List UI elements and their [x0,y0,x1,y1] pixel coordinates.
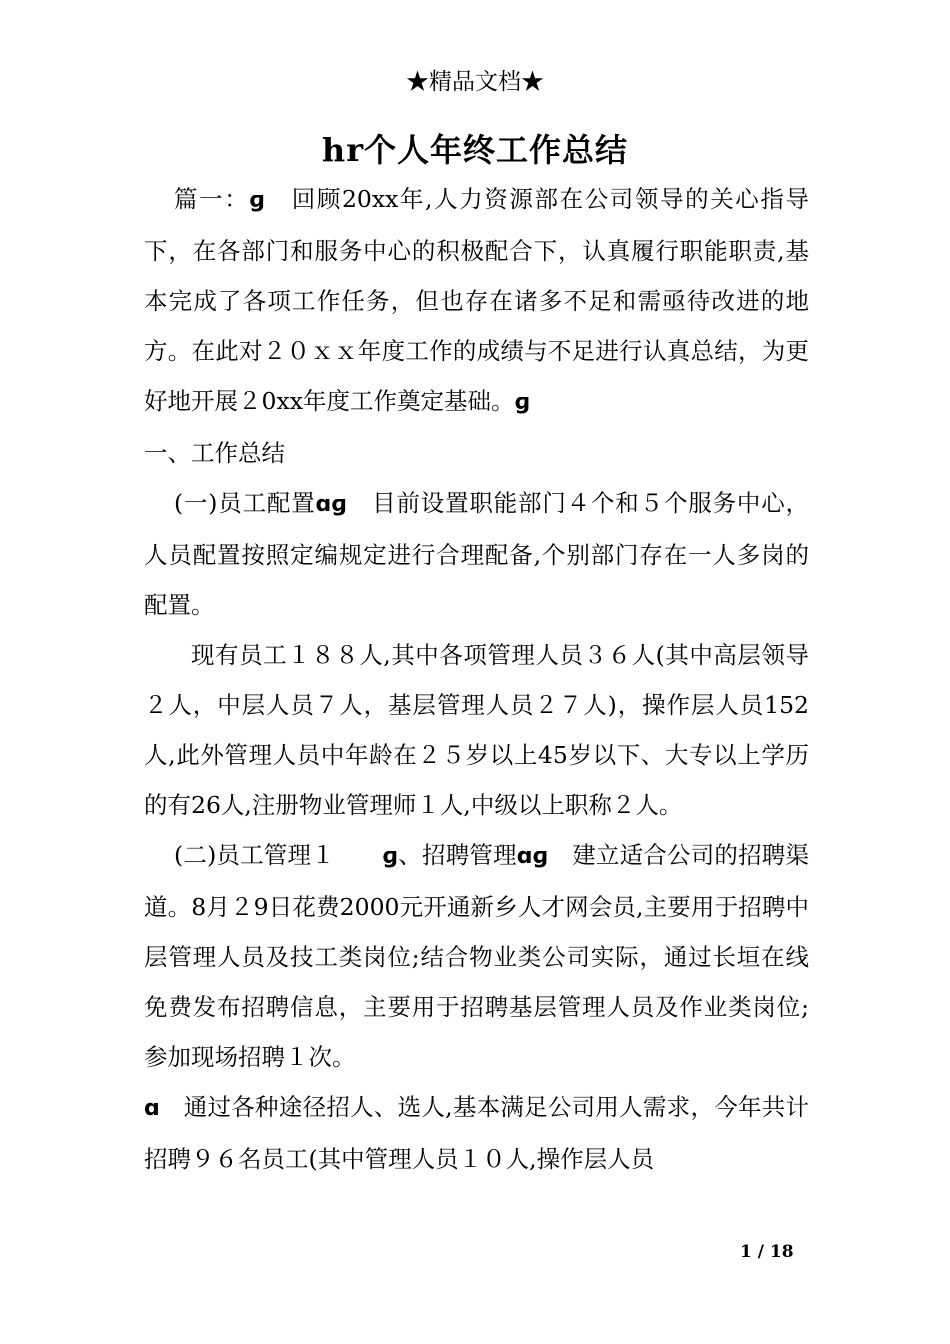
paragraph-3 [144,478,809,630]
document-title: hr个人年终工作总结 [321,131,629,169]
document-body [144,174,809,1184]
paragraph-mark-glyph-2: ɑɡ [516,844,549,869]
paragraph-5-mid: 、招聘管理 [398,841,517,869]
paragraph-4: 现有员工１８８人,其中各项管理人员３６人(其中高层领导２人，中层人员７人，基层管理人员２７人)，操作层人员152人,此外管理人员中年龄在２５岁以上45岁以下、大专以上学历的有26人,注册物业管理师１人,中级以上职称２人。 [144,641,809,819]
paragraph-3-lead: (一)员工配置 [174,489,316,517]
paragraph-mark-glyph: ɑ [144,1096,160,1121]
paragraph-6 [144,1082,809,1184]
paragraph-mark-glyph-end: ɡ [514,390,531,415]
paragraph-mark-glyph: ɡ [382,844,399,869]
paragraph-1-text: 回顾20xx年,人力资源部在公司领导的关心指导下，在各部门和服务中心的积极配合下，认真履行职能职责,基本完成了各项工作任务，但也存在诸多不足和需亟待改进的地方。在此对２０ｘｘ年度工作的成绩与不足进行认真总结，为更好地开展２0xx年度工作奠定基础。 [144,185,809,415]
page-number: 1 / 18 [740,1242,794,1262]
paragraph-mark-glyph: ɑɡ [315,492,348,517]
paragraph-1 [144,174,809,428]
page-header: ★精品文档★ [406,69,544,95]
paragraph-5-text: 建立适合公司的招聘渠道。8月２9日花费2000元开通新乡人才网会员,主要用于招聘中层管理人员及技工类岗位;结合物业类公司实际，通过长垣在线免费发布招聘信息，主要用于招聘基层管理人员及作业类岗位;参加现场招聘１次。 [144,841,809,1071]
paragraph-mark-glyph: ɡ [249,188,266,213]
paragraph-1-lead: 篇一： [174,185,250,213]
section-heading-work-summary: 一、工作总结 [144,439,285,467]
paragraph-5 [144,830,809,1082]
paragraph-6-text: 通过各种途径招人、选人,基本满足公司用人需求，今年共计招聘９６名员工(其中管理人员１０人,操作层人员 [144,1093,809,1173]
paragraph-3-text: 目前设置职能部门４个和５个服务中心，人员配置按照定编规定进行合理配备,个别部门存在一人多岗的配置。 [144,489,810,619]
paragraph-5-lead: (二)员工管理１ [174,841,383,869]
